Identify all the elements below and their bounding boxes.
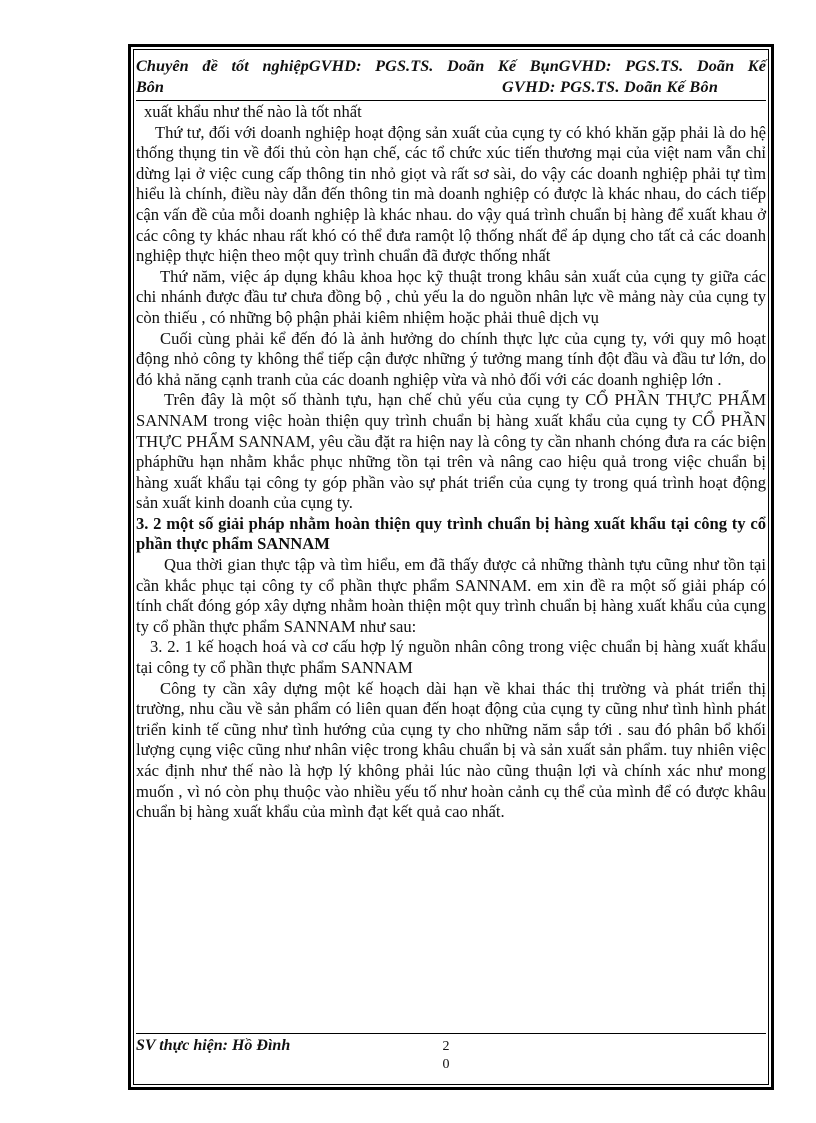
footer-divider: [136, 1033, 766, 1034]
header-line-2: [136, 77, 766, 98]
paragraph-1: xuất khẩu như thế nào là tốt nhất: [144, 102, 362, 121]
paragraph-6: Qua thời gian thực tập và tìm hiểu, em đã thấy được cả những thành tựu cũng như tồn tại cần khắc phục tại công ty cổ phần thực phẩm SANNAM. em xin đề ra một số giải pháp có tính chất đóng góp xây dựng nhằm hoàn thiện một quy trình chuẩn bị hàng xuất khẩu của cụng ty cổ phần thực phẩm SANNAM như sau:: [136, 555, 766, 636]
paragraph-8: Công ty cần xây dựng một kế hoạch dài hạn về khai thác thị trường và phát triển thị trường, nhu cầu về sản phẩm có liên quan đến hoạt động của cụng ty cũng như tình hình phát triển kinh tế cũng như tình hướng của cụng ty cho những năm sắp tới . sau đó phân bổ khối lượng cụng việc cũng như nhân việc trong khâu chuẩn bị và sản xuất sản phẩm. tuy nhiên việc xác định như thế nào là hợp lý không phải lúc nào cũng thuận lợi và chính xác như mong muốn , vì nó còn phụ thuộc vào nhiều yếu tố như hoàn cảnh cụ thể của mình để có được khâu chuẩn bị hàng xuất khẩu của mình đạt kết quả cao nhất.: [136, 678, 766, 822]
header-line-2-left: Bôn: [136, 78, 164, 96]
paragraph-7: 3. 2. 1 kế hoạch hoá và cơ cấu hợp lý nguồn nhân công trong việc chuẩn bị hàng xuất khẩu tại công ty cổ phần thực phẩm SANNAM: [136, 637, 766, 678]
page-header: [136, 56, 766, 98]
header-line-2-right: GVHD: PGS.TS. Doãn Kế Bôn: [502, 78, 719, 96]
page-number: [440, 1038, 452, 1074]
paragraph-5: Trên đây là một số thành tựu, hạn chế chủ yếu của cụng ty CỔ PHẦN THỰC PHẨM SANNAM trong việc hoàn thiện quy trình chuẩn bị hàng xuất khẩu của cụng ty CỔ PHẦN THỰC PHẨM SANNAM, yêu cầu đặt ra hiện nay là công ty cần nhanh chóng đưa ra các biện pháphữu hạn nhằm khắc phục những tồn tại trên và nâng cao hiệu quả trong việc chuẩn bị hàng xuất khẩu tại công ty góp phần vào sự phát triển của cụng ty trong quá trình hoạt động sản xuất kinh doanh của cụng ty.: [136, 390, 766, 513]
paragraph-3: Thứ năm, việc áp dụng khâu khoa học kỹ thuật trong khâu sản xuất của cụng ty giữa các chi nhánh được đầu tư chưa đồng bộ , chủ yếu la do nguồn nhân lực về mảng này của cụng ty còn thiếu , có những bộ phận phải kiêm nhiệm hoặc phải thuê dịch vụ: [136, 266, 766, 327]
footer-author: SV thực hiện: Hồ Đình: [136, 1037, 291, 1054]
section-heading: 3. 2 một số giải pháp nhằm hoàn thiện quy trình chuẩn bị hàng xuất khẩu tại công ty cổ phần thực phẩm SANNAM: [136, 513, 766, 554]
page-number-digit-1: 2: [442, 1039, 450, 1054]
paragraph-2: Thứ tư, đối với doanh nghiệp hoạt động sản xuất của cụng ty có khó khăn gặp phải là do hệ thống thụng tin về đối thủ còn hạn chế, các tổ chức xúc tiến thương mại của việt nam vẫn chỉ dừng lại ở việc cung cấp thông tin nhỏ giọt và rất sơ sài, do vậy các doanh nghiệp phải tự tìm hiểu là chính, điều này dẫn đến thông tin mà doanh nghiệp có được là khác nhau, do cách tiếp cận vấn đề của mỗi doanh nghiệp là khác nhau. do vậy quá trình chuẩn bị hàng để xuất khau ở các công ty khác nhau rất khó có thể đưa ramột lộ thống nhất để áp dụng cho tất cả các doanh nghiệp thực hiện theo một quy trình chuẩn đã được thống nhất: [136, 122, 766, 266]
header-line-1: Chuyên đề tốt nghiệpGVHD: PGS.TS. Doãn Kế BụnGVHD: PGS.TS. Doãn Kế: [136, 57, 766, 75]
document-body: [136, 102, 766, 823]
paragraph-4: Cuối cùng phải kể đến đó là ảnh hưởng do chính thực lực của cụng ty, với quy mô hoạt động nhỏ công ty không thể tiếp cận được những ý tưởng mang tính đột đầu và đầu tư lớn, do đó khả năng cạnh tranh của các doanh nghiệp vừa và nhỏ đối với các doanh nghiệp lớn .: [136, 328, 766, 389]
page-number-digit-2: 0: [442, 1057, 450, 1072]
header-divider: [136, 100, 766, 101]
